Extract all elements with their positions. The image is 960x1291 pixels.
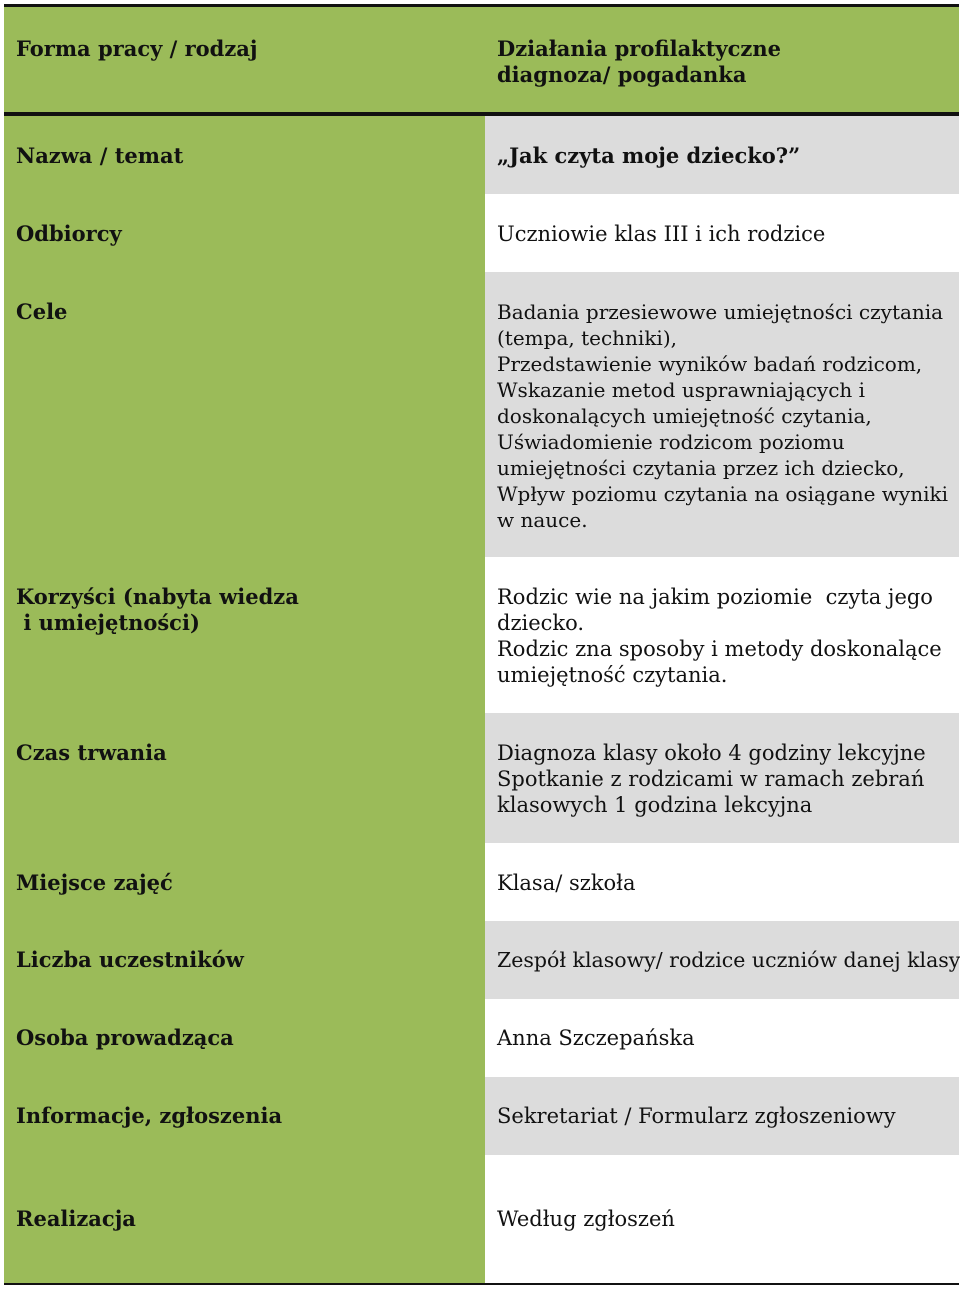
label-line: i umiejętności) [16,610,200,635]
row-label: Cele [16,299,68,324]
table-row [4,843,959,921]
value-cell [485,194,959,272]
row-label: Nazwa / temat [16,143,184,168]
value-cell [485,1077,959,1155]
row-value: Według zgłoszeń [497,1207,675,1231]
value-line: klasowych 1 godzina lekcyjna [497,793,813,817]
row-label: Liczba uczestników [16,947,244,972]
value-line: Spotkanie z rodzicami w ramach zebrań [497,767,925,791]
row-value: Sekretariat / Formularz zgłoszeniowy [497,1104,896,1128]
table-bottom-border [4,1283,959,1285]
label-cell [4,272,485,557]
label-cell [4,713,485,843]
table-row [4,999,959,1077]
value-cell [485,116,959,194]
label-cell [4,1077,485,1155]
value-line: Rodzic zna sposoby i metody doskonalące [497,637,942,661]
table-row [4,194,959,272]
row-value: Anna Szczepańska [497,1026,695,1050]
value-line: Wpływ poziomu czytania na osiągane wyniki [497,482,948,506]
table-row [4,1155,959,1283]
header-value-line: Działania profilaktyczne [497,36,781,61]
row-label: Osoba prowadząca [16,1025,234,1050]
label-cell [4,194,485,272]
row-label: Czas trwania [16,740,167,765]
value-line: (tempa, techniki), [497,326,677,350]
table-row [4,116,959,194]
value-cell [485,921,959,999]
label-cell [4,557,485,713]
row-value [497,299,951,533]
value-line: doskonalących umiejętność czytania, [497,404,872,428]
value-cell [485,1155,959,1283]
label-cell [4,116,485,194]
value-line: dziecko. [497,611,585,635]
value-cell [485,843,959,921]
table-row [4,921,959,999]
header-row [4,7,959,112]
table-row [4,272,959,557]
value-cell [485,713,959,843]
value-cell [485,272,959,557]
row-label [16,584,477,636]
header-value-cell [485,7,959,112]
row-value: Klasa/ szkoła [497,871,636,895]
value-line: w nauce. [497,508,588,532]
row-value: „Jak czyta moje dziecko?” [497,143,801,168]
row-label: Miejsce zajęć [16,870,173,895]
row-label: Realizacja [16,1206,136,1231]
row-value [497,584,951,688]
header-label: Forma pracy / rodzaj [16,36,258,61]
table-row [4,713,959,843]
header-label-cell [4,7,485,112]
value-line: Wskazanie metod usprawniających i [497,378,866,402]
value-cell [485,999,959,1077]
label-cell [4,999,485,1077]
table-row [4,1077,959,1155]
label-line: Korzyści (nabyta wiedza [16,584,299,609]
value-line: Badania przesiewowe umiejętności czytania [497,300,944,324]
row-label: Odbiorcy [16,221,122,246]
row-label: Informacje, zgłoszenia [16,1103,283,1128]
header-value-line: diagnoza/ pogadanka [497,62,747,87]
header-value [497,36,951,88]
value-line: Diagnoza klasy około 4 godziny lekcyjne [497,741,926,765]
row-value [497,740,951,818]
value-line: umiejętność czytania. [497,663,728,687]
value-line: Uświadomienie rodzicom poziomu [497,430,845,454]
value-line: umiejętności czytania przez ich dziecko, [497,456,905,480]
label-cell [4,1155,485,1283]
label-cell [4,843,485,921]
label-cell [4,921,485,999]
row-value: Zespół klasowy/ rodzice uczniów danej klasy [497,948,960,972]
row-value: Uczniowie klas III i ich rodzice [497,222,826,246]
table-row [4,557,959,713]
value-line: Przedstawienie wyników badań rodzicom, [497,352,923,376]
value-cell [485,557,959,713]
value-line: Rodzic wie na jakim poziomie czyta jego [497,585,933,609]
